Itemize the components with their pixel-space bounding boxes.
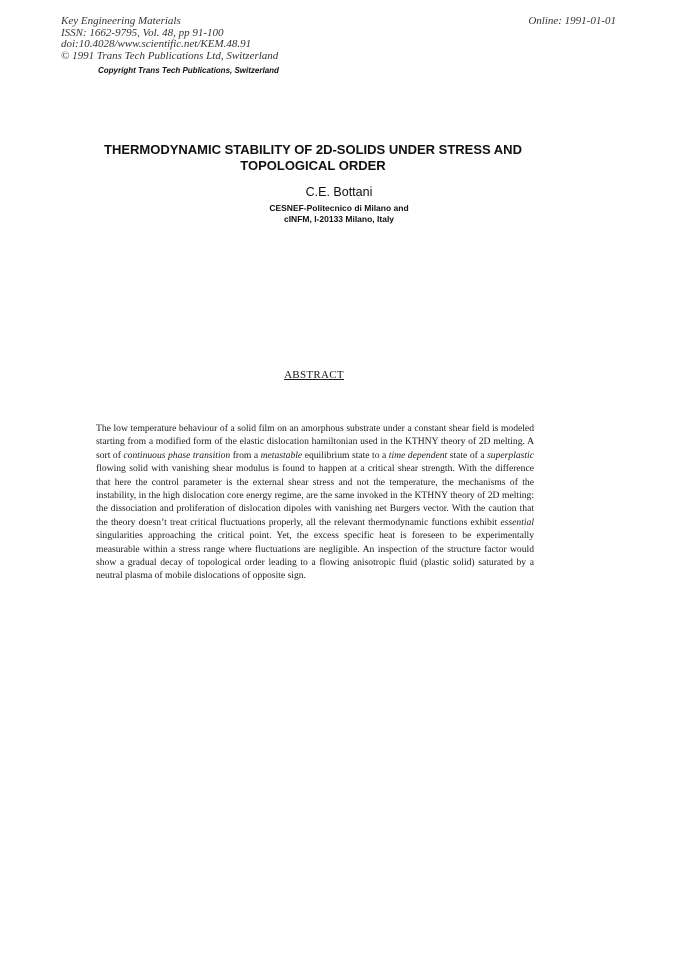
copyright-line: © 1991 Trans Tech Publications Ltd, Switzerland [61,49,279,62]
abstract-emphasis: metastable [260,449,303,461]
abstract-text: state of a [447,449,488,461]
affiliation-line-1: CESNEF-Politecnico di Milano and [269,203,409,213]
paper-title [80,142,546,173]
abstract-text: flowing solid with vanishing shear modulus is found to happen at a critical shear strength. With the difference that here the control parameter is the external shear stress and not the temperature, the mechanisms of the instability, in the high dislocation core energy regime, are the same invoked in the KTHNY theory of 2D melting: the dissociation and proliferation of dislocation dipoles with vanishing net Burgers vector. With the caution that the theory doesn’t treat critical fluctuations properly, all the relevant thermodynamic functions exhibit [96,463,534,528]
abstract-emphasis: essential [500,516,534,528]
abstract-emphasis: continuous phase transition [123,449,231,461]
title-line-2: TOPOLOGICAL ORDER [240,157,386,173]
abstract-text: singularities approaching the critical point. Yet, the excess specific heat is foreseen to be experimentally measurable within a stress range where fluctuations are negligible. An inspection of the structure factor would show a gradual decay of topological order leading to a flowing anisotropic fluid (plastic solid) saturated by a neutral plasma of mobile dislocations of opposite sign. [96,530,534,582]
online-date: Online: 1991-01-01 [528,15,616,27]
author-name: C.E. Bottani [305,185,373,199]
journal-header [61,16,278,62]
abstract-text: from a [230,449,261,461]
abstract-body [96,422,534,583]
affiliation-line-2: cINFM, I-20133 Milano, Italy [283,214,395,224]
issn-line: ISSN: 1662-9795, Vol. 48, pp 91-100 [61,26,224,39]
title-line-1: THERMODYNAMIC STABILITY OF 2D-SOLIDS UNDER STRESS AND [104,142,522,157]
journal-name: Key Engineering Materials [61,15,181,27]
abstract-emphasis: superplastic [487,449,534,461]
abstract-text: The low temperature behaviour of a solid film on an amorphous substrate under a constant shear field is modeled starting from a modified form of the elastic dislocation hamiltonian used in the KTHNY theory of 2D melting. A sort of [96,423,534,461]
abstract-heading: ABSTRACT [284,369,344,381]
abstract-emphasis: time dependent [388,449,448,461]
copyright-stamp: Copyright Trans Tech Publications, Switzerland [98,66,279,75]
abstract-text: equilibrium state to a [302,449,389,461]
doi-line: doi:10.4028/www.scientific.net/KEM.48.91 [61,38,252,51]
affiliation [0,203,678,225]
